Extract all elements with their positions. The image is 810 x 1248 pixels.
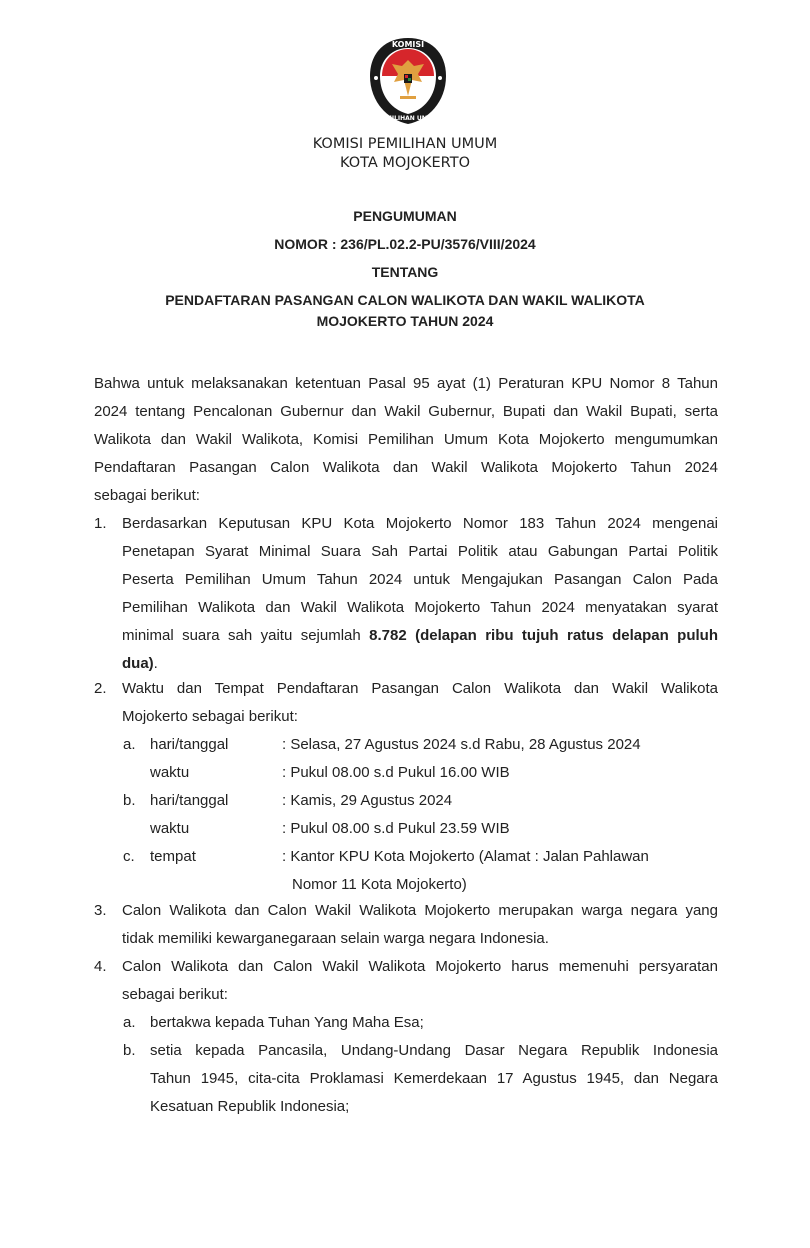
kpu-logo (368, 36, 448, 126)
intro-line: Pendaftaran Pasangan Calon Walikota dan Wakil Walikota Mojokerto Tahun 2024 (94, 459, 718, 476)
item-line (122, 622, 718, 650)
requirement-line: setia kepada Pancasila, Undang-Undang Dasar Negara Republik Indonesia (150, 1042, 718, 1059)
item-2-text (122, 675, 718, 731)
sub-value: : Pukul 08.00 s.d Pukul 16.00 WIB (282, 764, 510, 781)
item-number: 1. (94, 515, 107, 532)
sub-label: waktu (150, 820, 190, 837)
sub-label: hari/tanggal (150, 792, 229, 809)
item-4-text (122, 953, 718, 1009)
item-1-text (122, 510, 718, 678)
requirement-a (150, 1009, 718, 1037)
item-line: Penetapan Syarat Minimal Suara Sah Partai Politik atau Gabungan Partai Politik (122, 543, 718, 560)
item-number: 2. (94, 680, 107, 697)
min-votes-value-end: dua) (122, 655, 154, 672)
logo-top-text: KOMISI (391, 40, 425, 49)
org-name: KOMISI PEMILIHAN UMUM (312, 136, 498, 152)
sub-label: hari/tanggal (150, 736, 229, 753)
item-line: Waktu dan Tempat Pendaftaran Pasangan Calon Walikota dan Wakil Walikota (122, 680, 718, 697)
sub-value: : Selasa, 27 Agustus 2024 s.d Rabu, 28 Agustus 2024 (282, 736, 641, 753)
item-number: 3. (94, 902, 107, 919)
item-line: tidak memiliki kewarganegaraan selain warga negara Indonesia. (122, 930, 549, 947)
item-line: Berdasarkan Keputusan KPU Kota Mojokerto Nomor 183 Tahun 2024 mengenai (122, 515, 718, 532)
requirement-line: bertakwa kepada Tuhan Yang Maha Esa; (150, 1014, 424, 1031)
item-line (122, 650, 718, 678)
sub-label: waktu (150, 764, 190, 781)
intro-line: sebagai berikut: (94, 487, 200, 504)
doc-about: TENTANG (371, 264, 439, 280)
item-number: 4. (94, 958, 107, 975)
requirement-b (150, 1037, 718, 1121)
sub-value: : Pukul 08.00 s.d Pukul 23.59 WIB (282, 820, 510, 837)
sub-letter: a. (123, 1014, 136, 1031)
requirement-line: Kesatuan Republik Indonesia; (150, 1098, 350, 1115)
sub-label: tempat (150, 848, 196, 865)
sub-letter: c. (123, 848, 135, 865)
item-line-text: minimal suara sah yaitu sejumlah (122, 627, 370, 644)
intro-line: Bahwa untuk melaksanakan ketentuan Pasal 95 ayat (1) Peraturan KPU Nomor 8 Tahun (94, 375, 718, 392)
min-votes-value: 8.782 (delapan ribu tujuh ratus delapan puluh (369, 627, 718, 644)
item-line: Peserta Pemilihan Umum Tahun 2024 untuk Mengajukan Pasangan Calon Pada (122, 571, 718, 588)
requirement-line: Tahun 1945, cita-cita Proklamasi Kemerdekaan 17 Agustus 1945, dan Negara (150, 1070, 718, 1087)
doc-subject-line1: PENDAFTARAN PASANGAN CALON WALIKOTA DAN WAKIL WALIKOTA (165, 292, 645, 308)
sub-letter: b. (123, 792, 136, 809)
item-line: Calon Walikota dan Calon Wakil Walikota Mojokerto harus memenuhi persyaratan (122, 958, 718, 975)
doc-number: NOMOR : 236/PL.02.2-PU/3576/VIII/2024 (274, 236, 536, 252)
sub-value: : Kantor KPU Kota Mojokerto (Alamat : Jalan Pahlawan (282, 848, 649, 865)
logo-bottom-text: PEMILIHAN UMUM (377, 115, 439, 122)
item-line: Pemilihan Walikota dan Wakil Walikota Mojokerto Tahun 2024 menyatakan syarat (122, 599, 718, 616)
intro-line: Walikota dan Wakil Walikota, Komisi Pemilihan Umum Kota Mojokerto mengumumkan (94, 431, 718, 448)
item-line: Calon Walikota dan Calon Wakil Walikota Mojokerto merupakan warga negara yang (122, 902, 718, 919)
org-city: KOTA MOJOKERTO (340, 155, 470, 171)
sub-value-continued: Nomor 11 Kota Mojokerto) (292, 876, 467, 893)
intro-paragraph (94, 370, 718, 510)
item-3-text (122, 897, 718, 953)
doc-title: PENGUMUMAN (353, 208, 457, 224)
intro-line: 2024 tentang Pencalonan Gubernur dan Wakil Gubernur, Bupati dan Wakil Bupati, serta (94, 403, 718, 420)
item-line-text: . (153, 655, 158, 672)
sub-value: : Kamis, 29 Agustus 2024 (282, 792, 453, 809)
doc-subject-line2: MOJOKERTO TAHUN 2024 (316, 313, 494, 329)
sub-letter: a. (123, 736, 136, 753)
sub-letter: b. (123, 1042, 136, 1059)
item-line: sebagai berikut: (122, 986, 228, 1003)
item-line: Mojokerto sebagai berikut: (122, 708, 298, 725)
